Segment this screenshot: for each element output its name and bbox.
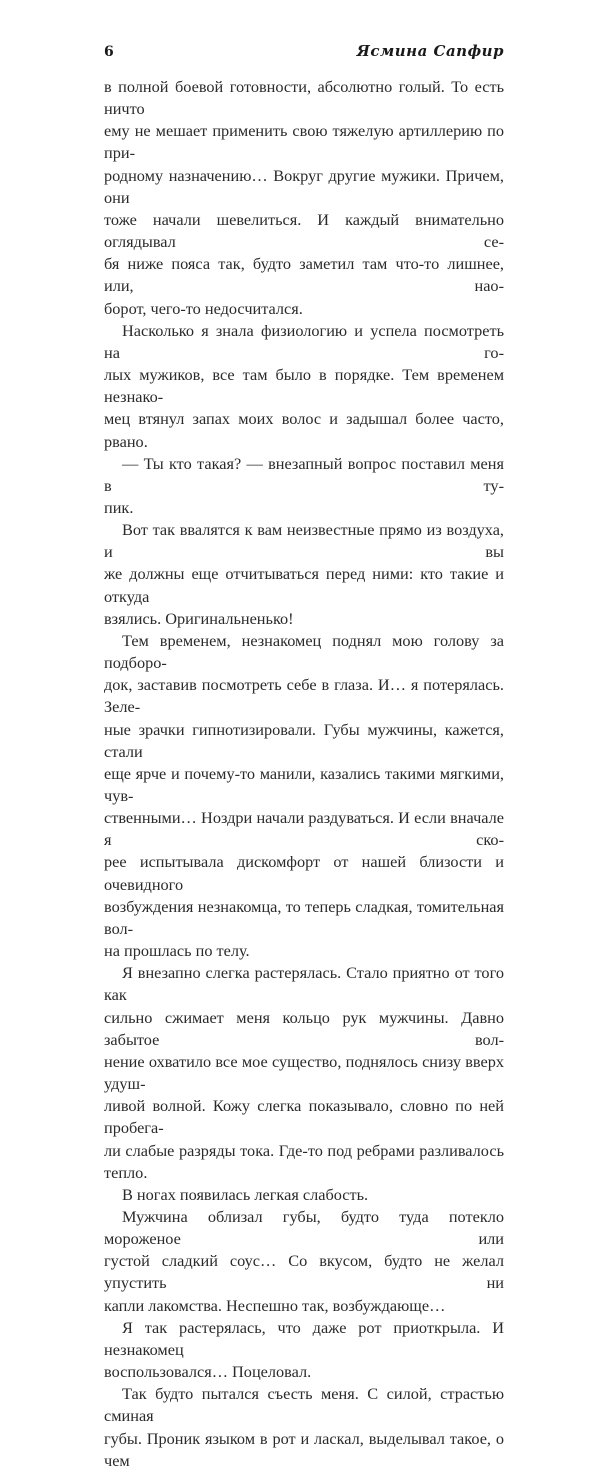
text-line: пик. [104, 497, 134, 517]
text-line: ему не мешает применить свою тяжелую артиллерию по при- [104, 121, 504, 163]
text-line: ли слабые разряды тока. Где-то под ребрами разливалось тепло. [104, 1140, 504, 1182]
text-line: док, заставив посмотреть себе в глаза. И… я потерялась. Зеле- [104, 675, 504, 717]
text-line: на прошлась по телу. [104, 941, 250, 961]
text-line: Мужчина облизал губы, будто туда потекло мороженое или [104, 1206, 504, 1249]
text-line: ливой волной. Кожу слегка показывало, словно по ней пробега- [104, 1096, 504, 1138]
text-line: родному назначению… Вокруг другие мужики. Причем, они [104, 165, 504, 207]
text-line: Так будто пытался съесть меня. С силой, страстью сминая [104, 1384, 504, 1426]
text-line: В ногах появилась легкая слабость. [122, 1184, 369, 1204]
text-line: борот, чего-то недосчитался. [104, 298, 303, 318]
body-text [104, 76, 504, 1472]
text-line: Тем временем, незнакомец поднял мою голову за подборо- [104, 630, 504, 673]
text-line: Я так растерялась, что даже рот приоткрыла. И незнакомец [104, 1317, 504, 1359]
text-line: Я внезапно слегка растерялась. Стало приятно от того как [104, 963, 504, 1005]
text-line: Насколько я знала физиологию и успела посмотреть на го- [104, 320, 504, 362]
text-line: нение охватило все мое существо, поднялось снизу вверх удуш- [104, 1051, 504, 1094]
text-line: еще ярче и почему-то манили, казались такими мягкими, чув- [104, 763, 504, 805]
text-line: мец втянул запах моих волос и задышал более часто, рвано. [104, 409, 504, 451]
text-line: возбуждения незнакомца, то теперь сладкая, томительная вол- [104, 896, 504, 938]
text-line: капли лакомства. Неспешно так, возбуждающе… [104, 1295, 446, 1315]
text-line: бя ниже пояса так, будто заметил там что-то лишнее, или, нао- [104, 254, 504, 296]
text-line: воспользовался… Поцеловал. [104, 1362, 312, 1382]
text-line: взялись. Оригинальненько! [104, 608, 294, 628]
text-line: ные зрачки гипнотизировали. Губы мужчины, кажется, стали [104, 719, 504, 761]
text-line: лых мужиков, все там было в порядке. Тем временем незнако- [104, 365, 504, 407]
page-number: 6 [104, 44, 114, 60]
text-line: Вот так ввалятся к вам неизвестные прямо из воздуха, и вы [104, 520, 504, 562]
text-line: в полной боевой готовности, абсолютно голый. То есть ничто [104, 77, 504, 119]
text-line: губы. Проник языком в рот и ласкал, выделывал такое, о чем [104, 1428, 504, 1470]
text-line: ственными… Ноздри начали раздуваться. И если вначале я ско- [104, 808, 504, 850]
text-line: же должны еще отчитываться перед ними: кто такие и откуда [104, 564, 504, 606]
text-line: сильно сжимает меня кольцо рук мужчины. Давно забытое вол- [104, 1007, 504, 1049]
running-head-author: Ясмина Сапфир [356, 42, 504, 60]
page-header [104, 44, 504, 66]
text-line: рее испытывала дискомфорт от нашей близости и очевидного [104, 852, 504, 894]
text-line: — Ты кто такая? — внезапный вопрос поставил меня в ту- [104, 453, 504, 495]
text-line: густой сладкий соус… Со вкусом, будто не желал упустить ни [104, 1251, 504, 1293]
text-line: тоже начали шевелиться. И каждый внимательно оглядывал се- [104, 209, 504, 252]
